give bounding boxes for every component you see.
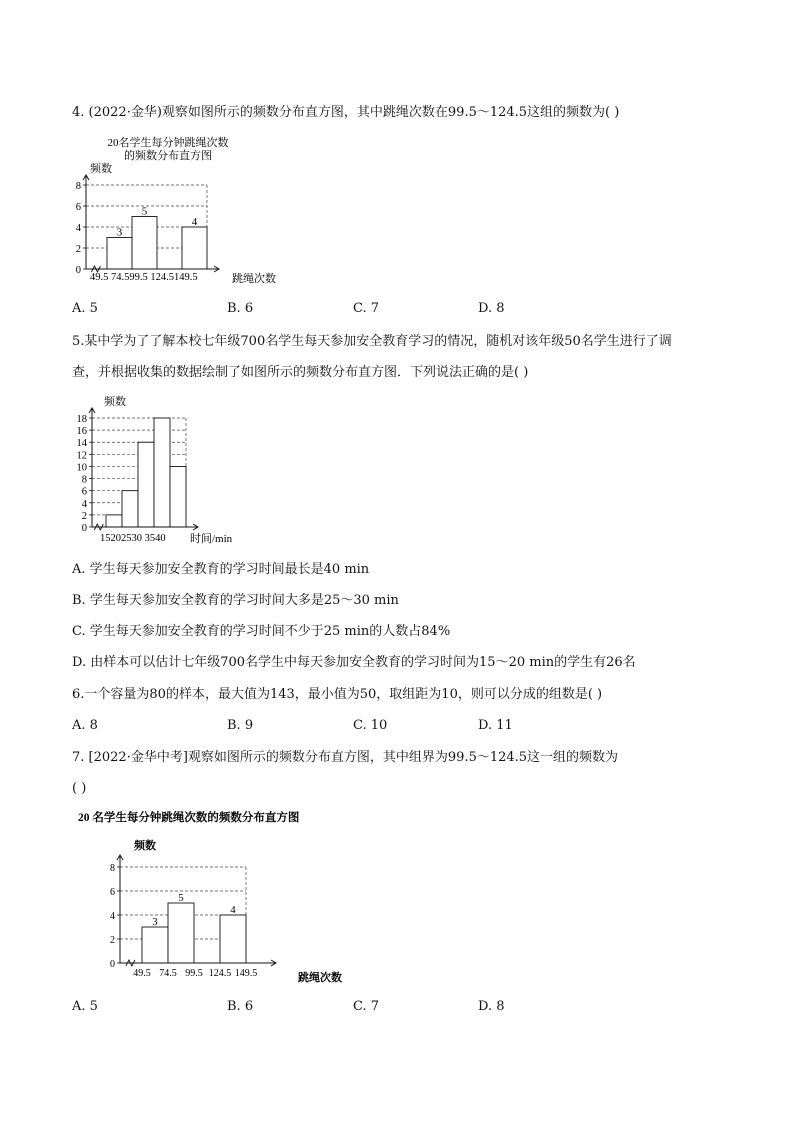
histogram-bar — [170, 466, 186, 527]
y-tick-label: 8 — [81, 474, 87, 486]
q6-stem: 6.一个容量为80的样本，最大值为143，最小值为50，取组距为10，则可以分成的组数是( ) — [72, 687, 603, 702]
q7-option-c[interactable]: C. 7 — [353, 999, 380, 1014]
q5-stem-line1: 5.某中学为了了解本校七年级700名学生每天参加安全教育学习的情况，随机对该年级50名学生进行了调 — [72, 334, 672, 349]
y-tick-label: 0 — [81, 523, 87, 534]
q7-stem-line2: ( ) — [72, 781, 87, 796]
bar-value-label: 5 — [178, 893, 184, 904]
q7-option-a[interactable]: A. 5 — [72, 999, 98, 1014]
y-tick-label: 2 — [75, 244, 81, 255]
q6-option-a[interactable]: A. 8 — [72, 718, 98, 733]
y-tick-label: 2 — [81, 510, 87, 522]
x-tick-labels: 15202530 3540 — [100, 533, 166, 544]
q6-option-d[interactable]: D. 11 — [478, 718, 513, 733]
y-axis-label: 频数 — [104, 396, 126, 408]
histogram-bar — [154, 418, 170, 527]
q7-option-b[interactable]: B. 6 — [227, 999, 254, 1014]
bar-value-label: 3 — [152, 917, 158, 928]
bar-value-label: 5 — [141, 205, 148, 218]
axis-break — [126, 960, 135, 966]
q4-option-b[interactable]: B. 6 — [227, 301, 254, 316]
q6-option-b[interactable]: B. 9 — [227, 718, 254, 733]
y-tick-label: 18 — [76, 414, 87, 425]
y-tick-label: 16 — [76, 426, 87, 438]
x-tick-label: 149.5 — [234, 968, 258, 979]
y-tick-label: 0 — [75, 265, 81, 276]
q4-option-c[interactable]: C. 7 — [353, 301, 380, 316]
q4-stem: 4. (2022·金华)观察如图所示的频数分布直方图，其中跳绳次数在99.5～124.5这组的频数为( ) — [72, 105, 620, 120]
y-tick-label: 14 — [76, 438, 87, 450]
q4-option-a[interactable]: A. 5 — [72, 301, 98, 316]
bar-value-label: 4 — [191, 216, 198, 228]
axis-break — [94, 524, 103, 530]
y-axis-label: 频数 — [134, 840, 156, 852]
q7-option-d[interactable]: D. 8 — [478, 999, 505, 1014]
q7-stem-line1: 7. [2022·金华中考]观察如图所示的频数分布直方图，其中组界为99.5～124.5这一组的频数为 — [72, 750, 619, 765]
histogram-bar — [142, 927, 168, 963]
y-tick-label: 4 — [75, 223, 81, 234]
y-tick-label: 8 — [110, 863, 115, 874]
histogram-bar — [168, 903, 194, 963]
bar-value-label: 3 — [116, 226, 123, 239]
q5-stem-line2: 查，并根据收集的数据绘制了如图所示的频数分布直方图．下列说法正确的是( ) — [72, 365, 529, 380]
histogram-q4 — [72, 132, 292, 292]
x-tick-label: 49.5 — [133, 968, 151, 979]
q5-option-c[interactable]: C. 学生每天参加安全教育的学习时间不少于25 min的人数占84% — [72, 624, 451, 639]
histogram-bar — [182, 227, 207, 269]
y-tick-label: 6 — [75, 202, 81, 213]
y-tick-label: 10 — [76, 462, 87, 474]
histogram-bar — [132, 217, 157, 270]
y-tick-label: 4 — [81, 498, 87, 510]
x-tick-label: 99.5 — [185, 968, 203, 979]
q5-option-a[interactable]: A. 学生每天参加安全教育的学习时间最长是40 min — [72, 562, 370, 577]
histogram-bar — [220, 915, 246, 963]
chart-subtitle: 的频数分布直方图 — [124, 150, 212, 162]
y-tick-label: 6 — [81, 486, 87, 498]
x-tick-label: 124.5 — [208, 968, 232, 979]
bar-value-label: 4 — [230, 905, 236, 916]
q5-option-b[interactable]: B. 学生每天参加安全教育的学习时间大多是25～30 min — [72, 593, 399, 608]
y-axis-label: 频数 — [90, 163, 112, 175]
y-tick-label: 2 — [110, 935, 115, 946]
q6-option-c[interactable]: C. 10 — [353, 718, 388, 733]
y-tick-label: 12 — [76, 450, 87, 462]
x-axis-label: 跳绳次数 — [298, 972, 342, 984]
histogram-bar — [106, 515, 122, 527]
histogram-bar — [138, 442, 154, 527]
y-tick-label: 4 — [110, 911, 115, 922]
histogram-bar — [122, 491, 138, 527]
q4-option-d[interactable]: D. 8 — [478, 301, 505, 316]
x-axis-label: 跳绳次数 — [232, 273, 276, 285]
y-tick-label: 8 — [75, 181, 81, 192]
y-tick-label: 6 — [110, 887, 115, 898]
q5-option-d[interactable]: D. 由样本可以估计七年级700名学生中每天参加安全教育的学习时间为15～20 min的学生有26名 — [72, 655, 636, 670]
x-axis-label: 时间/min — [190, 533, 233, 545]
x-tick-labels: 49.5 74.599.5 124.5149.5 — [90, 272, 198, 283]
histogram-q7 — [72, 806, 352, 988]
chart-title: 20名学生每分钟跳绳次数 — [107, 137, 229, 149]
y-tick-label: 0 — [110, 959, 115, 970]
histogram-q5 — [72, 390, 252, 546]
histogram-bar — [107, 238, 132, 270]
x-tick-label: 74.5 — [159, 968, 177, 979]
chart-title: 20 名学生每分钟跳绳次数的频数分布直方图 — [78, 812, 300, 824]
